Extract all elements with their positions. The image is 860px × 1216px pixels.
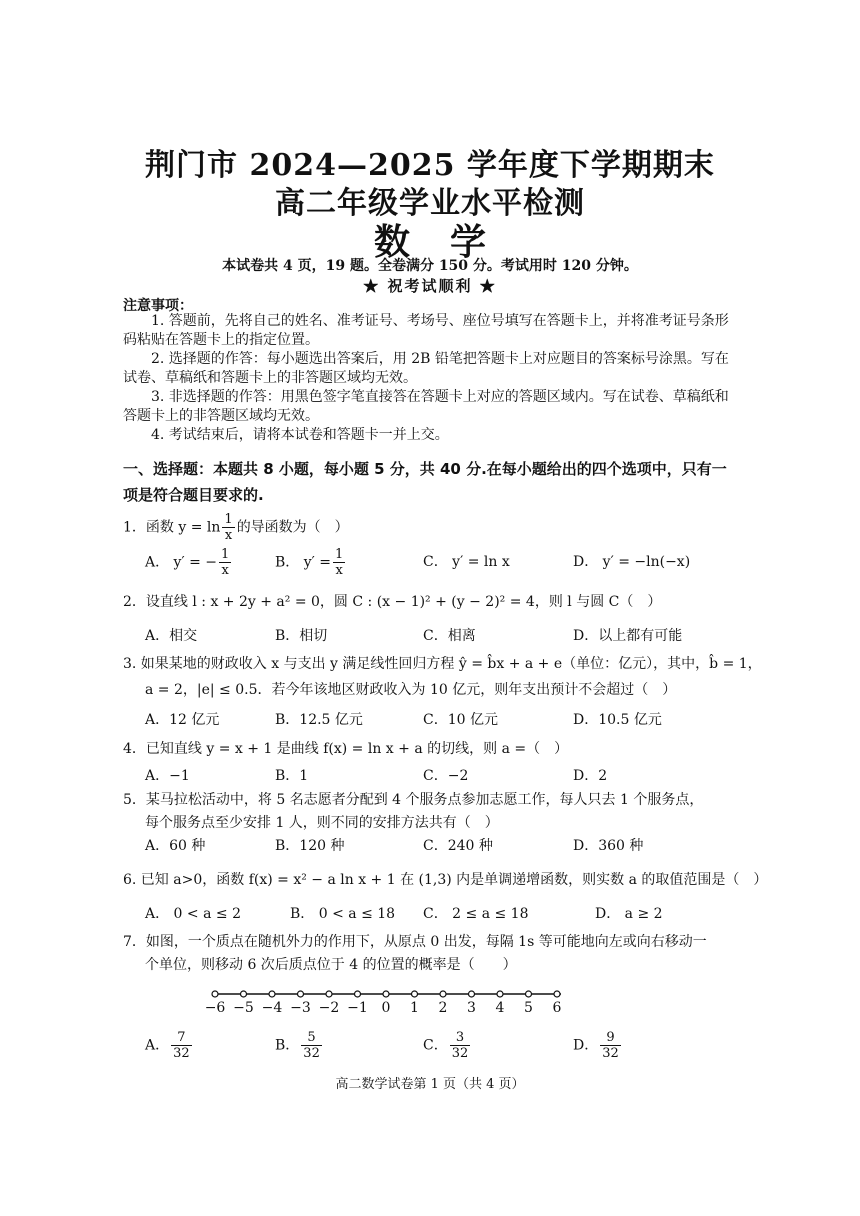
number-line-tick-label: 0 <box>381 1000 391 1016</box>
exam-wish: ★ 祝考试顺利 ★ <box>363 277 497 295</box>
number-line-point <box>554 991 560 997</box>
question-2-option-d: D．以上都有可能 <box>573 628 683 644</box>
exam-info: 本试卷共 4 页，19 题。全卷满分 150 分。考试用时 120 分钟。 <box>222 258 638 274</box>
question-4-option-a: A．−1 <box>145 768 190 784</box>
question-3-option-c: C．10 亿元 <box>423 712 498 728</box>
number-line-tick-label: 5 <box>524 1000 533 1016</box>
number-line-tick-label: 2 <box>438 1000 448 1016</box>
number-line-point <box>469 991 475 997</box>
number-line-point <box>212 991 218 997</box>
question-5-option-c: C．240 种 <box>423 838 493 854</box>
question-5-line-1: 5．某马拉松活动中，将 5 名志愿者分配到 4 个服务点参加志愿工作，每人只去 1 个服务点， <box>123 792 704 808</box>
question-3-option-b: B．12.5 亿元 <box>275 712 363 728</box>
question-2-option-a: A．相交 <box>145 628 198 644</box>
number-line-point <box>440 991 446 997</box>
number-line-point <box>497 991 503 997</box>
question-5-option-b: B．120 种 <box>275 838 345 854</box>
notice-item-3: 3. 非选择题的作答：用黑色签字笔直接答在答题卡上对应的答题区域内。写在试卷、草稿纸和答题卡上的非答题区域均无效。 <box>123 389 729 424</box>
page-footer: 高二数学试卷第 1 页（共 4 页） <box>335 1077 525 1092</box>
number-line-point <box>355 991 361 997</box>
question-1-option-d: D． y′ = −ln(−x) <box>573 554 691 570</box>
number-line-point <box>383 991 389 997</box>
question-4-option-c: C．−2 <box>423 768 469 784</box>
question-6-option-d: D． a ≥ 2 <box>595 906 663 922</box>
section-heading: 一、选择题：本题共 8 小题，每小题 5 分，共 40 分.在每小题给出的四个选项中，只有一项是符合题目要求的. <box>123 460 727 504</box>
number-line-point <box>241 991 247 997</box>
number-line-tick-label: −2 <box>318 1000 340 1016</box>
number-line-tick-label: −4 <box>261 1000 283 1016</box>
number-line-point <box>298 991 304 997</box>
question-1-option-b: B． y′ = $\frac{1}{x}$ <box>275 547 344 578</box>
number-line-tick-label: −5 <box>233 1000 254 1016</box>
question-3-option-d: D．10.5 亿元 <box>573 712 662 728</box>
question-6-option-c: C． 2 ≤ a ≤ 18 <box>423 906 529 922</box>
question-2-option-c: C．相离 <box>423 628 476 644</box>
question-1-stem: 1．函数 y = ln $\frac{1}{x}$ 的导函数为（ ） <box>123 512 349 543</box>
question-7-option-c: C． $\frac{3}{32}$ <box>423 1030 469 1061</box>
number-line-tick-label: −6 <box>205 1000 226 1016</box>
number-line-tick-label: 3 <box>467 1000 476 1016</box>
question-7-line-1: 7．如图，一个质点在随机外力的作用下，从原点 0 出发，每隔 1s 等可能地向左或向右移动一 <box>123 934 707 950</box>
question-7-option-b: B． $\frac{5}{32}$ <box>275 1030 320 1061</box>
question-7-option-a: A． $\frac{7}{32}$ <box>145 1030 190 1061</box>
notice-heading: 注意事项： <box>123 298 193 314</box>
question-6-stem: 6. 已知 a>0，函数 f(x) = x² − a ln x + 1 在 (1,3) 内是单调递增函数，则实数 a 的取值范围是（ ） <box>123 872 768 888</box>
question-6-option-b: B． 0 < a ≤ 18 <box>290 906 396 922</box>
question-5-option-a: A．60 种 <box>145 838 206 854</box>
question-2-option-b: B．相切 <box>275 628 328 644</box>
question-2-stem: 2．设直线 l : x + 2y + a² = 0，圆 C : (x − 1)² + (y − 2)² = 4，则 l 与圆 C（ ） <box>123 594 662 610</box>
number-line-tick-label: 1 <box>410 1000 419 1016</box>
question-1-option-c: C． y′ = ln x <box>423 554 510 570</box>
number-line-tick-label: −1 <box>347 1000 368 1016</box>
notice-item-2: 2. 选择题的作答：每小题选出答案后，用 2B 铅笔把答题卡上对应题目的答案标号涂黑。写在试卷、草稿纸和答题卡上的非答题区域均无效。 <box>123 351 729 386</box>
number-line-point <box>412 991 418 997</box>
number-line-point <box>269 991 275 997</box>
question-6-option-a: A． 0 < a ≤ 2 <box>145 906 241 922</box>
question-1-option-a: A． y′ = − $\frac{1}{x}$ <box>145 547 230 578</box>
number-line-point <box>326 991 332 997</box>
exam-subject: 数学 <box>373 221 526 263</box>
question-3-line-2: a = 2，|e| ≤ 0.5．若今年该地区财政收入为 10 亿元，则年支出预计不会超过（ ） <box>145 682 677 698</box>
question-3-option-a: A．12 亿元 <box>145 712 220 728</box>
question-3-line-1: 3. 如果某地的财政收入 x 与支出 y 满足线性回归方程 ŷ = b̂x + a + e（单位：亿元），其中，b̂ = 1， <box>123 656 762 672</box>
number-line-tick-label: −3 <box>290 1000 311 1016</box>
question-7-option-d: D． $\frac{9}{32}$ <box>573 1030 619 1061</box>
question-4-stem: 4．已知直线 y = x + 1 是曲线 f(x) = ln x + a 的切线，则 a =（ ） <box>123 741 569 757</box>
fraction: $\frac{1}{x}$ <box>224 512 233 543</box>
question-4-option-b: B．1 <box>275 768 309 784</box>
notice-item-4: 4. 考试结束后，请将本试卷和答题卡一并上交。 <box>151 427 449 443</box>
number-line-figure <box>205 988 575 1018</box>
question-5-option-d: D．360 种 <box>573 838 644 854</box>
number-line-tick-label: 6 <box>552 1000 562 1016</box>
question-7-line-2: 个单位，则移动 6 次后质点位于 4 的位置的概率是（ ） <box>145 957 517 973</box>
question-5-line-2: 每个服务点至少安排 1 人，则不同的安排方法共有（ ） <box>145 815 499 831</box>
exam-title-line1: 荆门市 2024—2025 学年度下学期期末 <box>145 148 715 183</box>
notice-item-1: 1. 答题前，先将自己的姓名、准考证号、考场号、座位号填写在答题卡上，并将准考证号条形码粘贴在答题卡上的指定位置。 <box>123 313 729 348</box>
question-4-option-d: D．2 <box>573 768 608 784</box>
number-line-tick-label: 4 <box>495 1000 505 1016</box>
exam-title-line2: 高二年级学业水平检测 <box>275 186 585 221</box>
number-line-point <box>526 991 532 997</box>
